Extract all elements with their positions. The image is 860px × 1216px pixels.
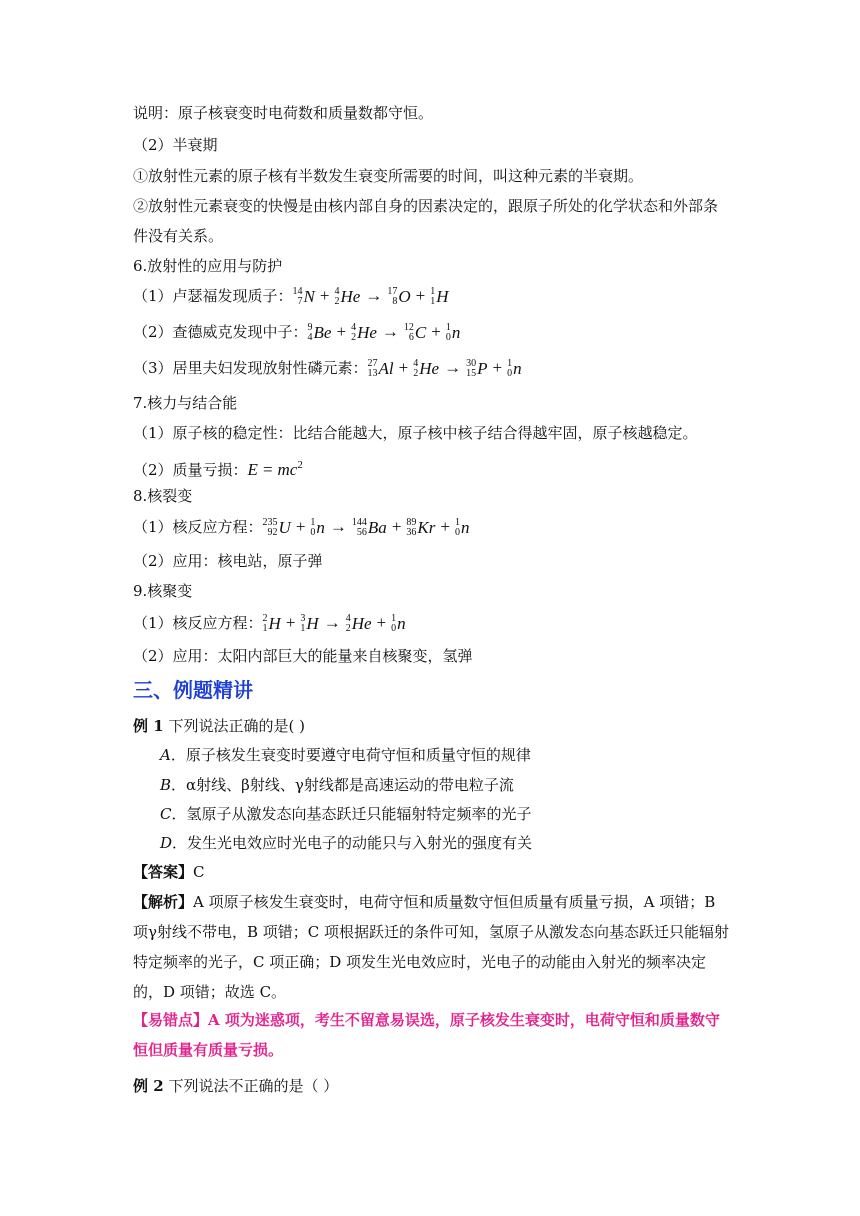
nuclide <box>351 323 377 343</box>
element-symbol: n <box>316 518 325 538</box>
mass-number: 3 <box>300 613 306 625</box>
section-7-item-2 <box>133 455 303 480</box>
section-7-item-1: （1）原子核的稳定性：比结合能越大，原子核中核子结合得越牢固，原子核越稳定。 <box>133 424 698 442</box>
note-line: 说明：原子核衰变时电荷数和质量数都守恒。 <box>133 104 434 122</box>
item-label: （2）质量亏损： <box>133 461 248 479</box>
mass-number: 1 <box>507 358 513 370</box>
option-text: 发生光电效应时光电子的动能只与入射光的强度有关 <box>187 834 533 852</box>
section-8-item-2: （2）应用：核电站，原子弹 <box>133 552 323 570</box>
equation-9-1 <box>262 613 406 635</box>
mass-number: 144 <box>351 517 367 529</box>
eq-equals: = <box>262 460 273 479</box>
nuclide <box>413 359 439 379</box>
analysis-paragraph <box>133 887 731 1007</box>
atomic-number: 15 <box>466 368 477 380</box>
atomic-number: 13 <box>367 368 378 380</box>
section-6-item-2 <box>133 322 460 343</box>
arrow-operator: → <box>365 286 383 305</box>
question-text: 下列说法不正确的是（ ） <box>168 1077 339 1095</box>
equation-6-1 <box>292 286 449 308</box>
answer-line <box>133 862 205 882</box>
nuclide <box>263 518 291 538</box>
nuclide <box>406 518 435 538</box>
element-symbol: n <box>397 614 406 634</box>
mass-number: 14 <box>292 286 303 298</box>
arrow-operator: → <box>329 517 347 536</box>
equation-6-2 <box>307 322 461 344</box>
nuclide-numbers <box>308 323 313 343</box>
mass-number: 2 <box>262 613 268 625</box>
atomic-number: 6 <box>408 332 414 344</box>
element-symbol: C <box>414 323 427 343</box>
option-letter: B <box>160 776 172 794</box>
eq-lhs: E <box>247 460 258 479</box>
section-7-heading: 7.核力与结合能 <box>133 394 238 412</box>
section-6-heading: 6.放射性的应用与防护 <box>133 257 283 275</box>
mass-number: 89 <box>406 517 417 529</box>
item-label: （3）居里夫妇发现放射性磷元素： <box>133 359 368 377</box>
nuclide-numbers <box>346 614 351 634</box>
element-symbol: N <box>303 287 315 307</box>
eq-exponent: 2 <box>297 459 303 471</box>
example-label: 例 1 <box>133 717 164 735</box>
mass-number: 17 <box>387 286 398 298</box>
nuclide-numbers <box>352 518 367 538</box>
nuclide <box>387 287 410 307</box>
halflife-point-2a: ②放射性元素衰变的快慢是由核内部自身的因素决定的，跟原子所处的化学状态和外部条 <box>133 197 719 215</box>
item-label: （1）核反应方程： <box>133 518 263 536</box>
option-text: α射线、β射线、γ射线都是高速运动的带电粒子流 <box>186 776 514 794</box>
atomic-number: 36 <box>406 527 417 539</box>
element-symbol: He <box>357 323 377 343</box>
atomic-number: 56 <box>356 527 367 539</box>
arrow-operator: → <box>444 358 462 377</box>
nuclide-numbers <box>368 359 378 379</box>
mass-number: 1 <box>310 517 316 529</box>
atomic-number: 92 <box>267 527 278 539</box>
nuclide <box>391 614 406 634</box>
mass-number: 4 <box>413 358 419 370</box>
nuclide <box>368 359 394 379</box>
item-label: （2）查德威克发现中子： <box>133 323 308 341</box>
nuclide-numbers <box>387 287 397 307</box>
analysis-label: 【解析】 <box>133 893 194 911</box>
option-b: B．α射线、β射线、γ射线都是高速运动的带电粒子流 <box>160 776 514 794</box>
arrow-operator: → <box>323 613 341 632</box>
element-symbol: n <box>513 359 522 379</box>
nuclide-numbers <box>430 287 435 307</box>
nuclide <box>300 614 318 634</box>
option-d: D．发生光电效应时光电子的动能只与入射光的强度有关 <box>160 834 533 852</box>
halflife-heading: （2）半衰期 <box>133 136 218 154</box>
halflife-point-2b: 件没有关系。 <box>133 227 224 245</box>
atomic-number: 1 <box>300 623 306 635</box>
nuclide <box>263 614 281 634</box>
nuclide-numbers <box>334 287 339 307</box>
plus-operator: + <box>391 517 402 536</box>
mass-number: 1 <box>391 613 397 625</box>
option-c: C．氢原子从激发态向基态跃迁只能辐射特定频率的光子 <box>160 805 532 823</box>
mass-energy-equation <box>248 460 303 479</box>
eq-rhs: mc <box>277 460 298 479</box>
nuclide-numbers <box>391 614 396 634</box>
atomic-number: 2 <box>351 332 357 344</box>
nuclide-numbers <box>310 518 315 538</box>
element-symbol: Kr <box>417 518 436 538</box>
arrow-operator: → <box>381 322 399 341</box>
section-6-item-1 <box>133 286 448 307</box>
answer-label: 【答案】 <box>133 863 194 881</box>
element-symbol: He <box>351 614 372 634</box>
plus-operator: + <box>376 613 387 632</box>
plus-operator: + <box>319 286 330 305</box>
atomic-number: 2 <box>334 296 340 308</box>
atomic-number: 1 <box>262 623 268 635</box>
section-9-item-1 <box>133 613 406 634</box>
nuclide-numbers <box>455 518 460 538</box>
nuclide <box>310 518 325 538</box>
mass-number: 235 <box>262 517 278 529</box>
element-symbol: P <box>477 359 488 379</box>
section-8-heading: 8.核裂变 <box>133 487 193 505</box>
element-symbol: Be <box>313 323 332 343</box>
nuclide-numbers <box>406 518 416 538</box>
option-letter: A <box>160 746 171 764</box>
nuclide <box>346 614 372 634</box>
nuclide <box>352 518 387 538</box>
nuclide <box>466 359 487 379</box>
atomic-number: 4 <box>307 332 313 344</box>
equation-6-3 <box>367 358 522 380</box>
nuclide <box>334 287 360 307</box>
nuclide-numbers <box>263 518 278 538</box>
nuclide-numbers <box>300 614 305 634</box>
plus-operator: + <box>295 517 306 536</box>
nuclide <box>308 323 332 343</box>
element-symbol: H <box>306 614 319 634</box>
element-symbol: H <box>268 614 281 634</box>
nuclide <box>430 287 448 307</box>
option-letter: D <box>160 834 173 852</box>
atomic-number: 2 <box>345 623 351 635</box>
atomic-number: 0 <box>445 332 451 344</box>
nuclide-numbers <box>263 614 268 634</box>
atomic-number: 0 <box>454 527 460 539</box>
answer-value: C <box>193 863 205 881</box>
nuclide-numbers <box>466 359 476 379</box>
option-a: A．原子核发生衰变时要遵守电荷守恒和质量守恒的规律 <box>160 746 531 764</box>
nuclide-numbers <box>293 287 303 307</box>
question-text: 下列说法正确的是( ) <box>168 717 305 735</box>
section-6-item-3 <box>133 358 522 379</box>
plus-operator: + <box>492 358 503 377</box>
atomic-number: 0 <box>310 527 316 539</box>
element-symbol: Ba <box>367 518 387 538</box>
nuclide-numbers <box>413 359 418 379</box>
section-8-item-1 <box>133 517 469 538</box>
item-label: （1）核反应方程： <box>133 614 263 632</box>
examples-heading: 三、例题精讲 <box>133 678 253 702</box>
mass-number: 30 <box>466 358 477 370</box>
section-9-heading: 9.核聚变 <box>133 582 193 600</box>
mass-number: 9 <box>307 322 313 334</box>
item-label: （1）卢瑟福发现质子： <box>133 287 293 305</box>
atomic-number: 7 <box>297 296 303 308</box>
atomic-number: 0 <box>507 368 513 380</box>
plus-operator: + <box>398 358 409 377</box>
element-symbol: O <box>398 287 411 307</box>
atomic-number: 0 <box>391 623 397 635</box>
example-2-question <box>133 1076 338 1096</box>
option-text: 原子核发生衰变时要遵守电荷守恒和质量守恒的规律 <box>185 746 531 764</box>
element-symbol: He <box>340 287 361 307</box>
nuclide-numbers <box>507 359 512 379</box>
nuclide-numbers <box>404 323 414 343</box>
element-symbol: He <box>419 359 440 379</box>
plus-operator: + <box>415 286 426 305</box>
trap-note: 【易错点】A 项为迷惑项，考生不留意易误选，原子核发生衰变时，电荷守恒和质量数守恒但质量有质量亏损。 <box>133 1011 720 1059</box>
element-symbol: U <box>278 518 291 538</box>
nuclide <box>404 323 426 343</box>
element-symbol: n <box>451 323 461 343</box>
example-1-question <box>133 716 305 736</box>
example-label: 例 2 <box>133 1077 164 1095</box>
nuclide <box>446 323 461 343</box>
nuclide <box>455 518 470 538</box>
mass-number: 4 <box>351 322 357 334</box>
section-9-item-2: （2）应用：太阳内部巨大的能量来自核聚变，氢弹 <box>133 647 473 665</box>
atomic-number: 2 <box>413 368 419 380</box>
element-symbol: Al <box>378 359 394 379</box>
plus-operator: + <box>336 322 347 341</box>
nuclide <box>293 287 315 307</box>
mass-number: 12 <box>403 322 414 334</box>
element-symbol: n <box>460 518 470 538</box>
plus-operator: + <box>285 613 296 632</box>
plus-operator: + <box>431 322 441 341</box>
nuclide <box>507 359 522 379</box>
nuclide-numbers <box>446 323 451 343</box>
equation-8-1 <box>262 517 470 539</box>
mass-number: 27 <box>367 358 378 370</box>
element-symbol: H <box>436 287 449 307</box>
mass-number: 4 <box>345 613 351 625</box>
analysis-text: A 项原子核发生衰变时，电荷守恒和质量数守恒但质量有质量亏损，A 项错；B 项γ射线不带电，B 项错；C 项根据跃迁的条件可知，氢原子从激发态向基态跃迁只能辐射特定频率的光子，C 项正确；D 项发生光电效应时，光电子的动能由入射光的频率决定的，D 项错；故选 C。 <box>133 893 730 1001</box>
atomic-number: 8 <box>392 296 398 308</box>
mass-number: 1 <box>430 286 436 298</box>
atomic-number: 1 <box>430 296 436 308</box>
mass-number: 1 <box>445 322 451 334</box>
mass-number: 1 <box>454 517 460 529</box>
nuclide-numbers <box>351 323 356 343</box>
plus-operator: + <box>440 517 450 536</box>
halflife-point-1: ①放射性元素的原子核有半数发生衰变所需要的时间，叫这种元素的半衰期。 <box>133 167 644 185</box>
option-text: 氢原子从激发态向基态跃迁只能辐射特定频率的光子 <box>186 805 532 823</box>
mass-number: 4 <box>334 286 340 298</box>
option-letter: C <box>160 805 172 823</box>
